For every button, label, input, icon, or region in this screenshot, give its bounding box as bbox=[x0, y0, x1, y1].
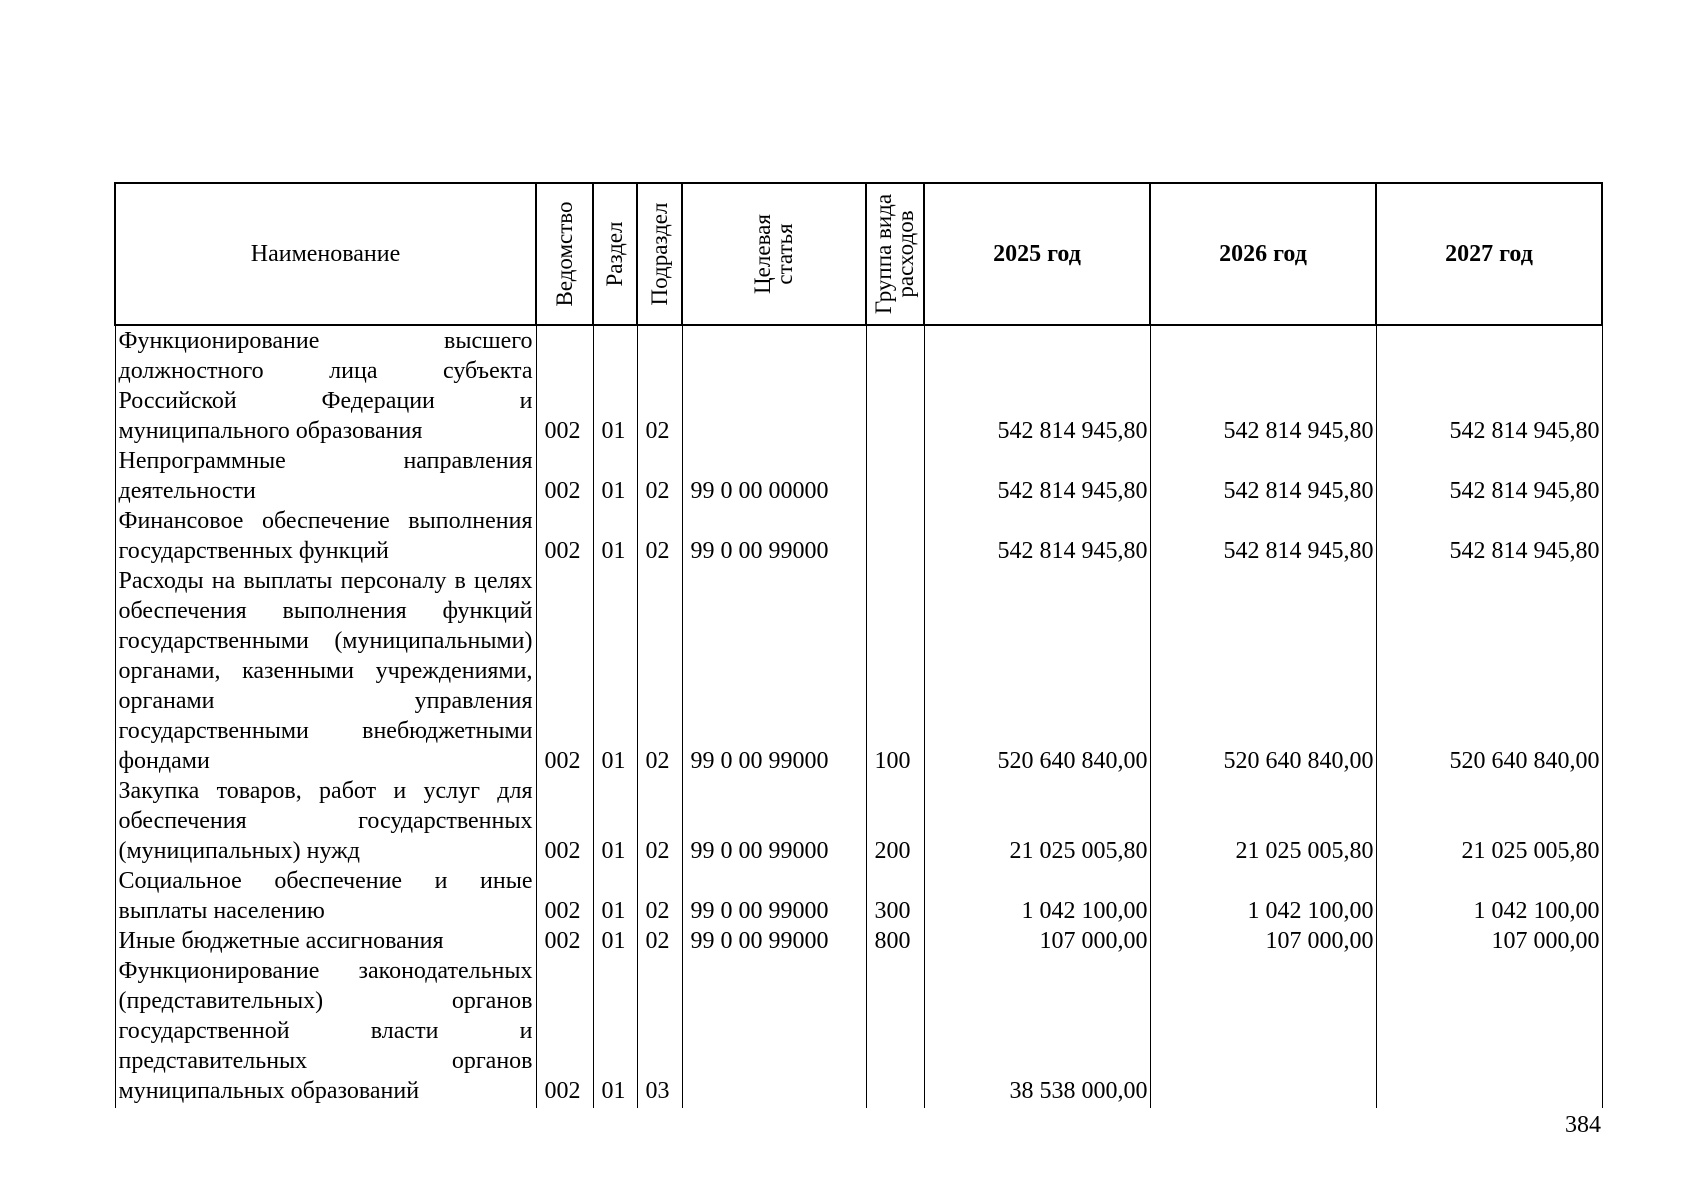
row-2026: 1 042 100,00 bbox=[1150, 866, 1376, 926]
table-row bbox=[115, 866, 1602, 926]
row-2026: 520 640 840,00 bbox=[1150, 566, 1376, 776]
row-gruppa: 200 bbox=[866, 776, 924, 866]
row-2027: 107 000,00 bbox=[1376, 926, 1602, 956]
row-name: Функционирование законодательных (представительных) органов государственной власти и представительных органов муниципальных образований bbox=[115, 956, 536, 1108]
row-razdel: 01 bbox=[593, 926, 637, 956]
row-gruppa: 300 bbox=[866, 866, 924, 926]
row-2026: 542 814 945,80 bbox=[1150, 325, 1376, 446]
header-name bbox=[115, 183, 536, 325]
row-2027: 542 814 945,80 bbox=[1376, 446, 1602, 506]
row-2025: 520 640 840,00 bbox=[924, 566, 1150, 776]
row-name: Непрограммные направления деятельности bbox=[115, 446, 536, 506]
row-vedomstvo: 002 bbox=[536, 866, 593, 926]
row-name: Функционирование высшего должностного лица субъекта Российской Федерации и муниципального образования bbox=[115, 325, 536, 446]
row-celevaya-statya bbox=[682, 956, 866, 1108]
row-podrazdel: 02 bbox=[637, 566, 682, 776]
budget-page bbox=[114, 182, 1601, 1108]
row-vedomstvo: 002 bbox=[536, 776, 593, 866]
row-podrazdel: 02 bbox=[637, 446, 682, 506]
row-name: Закупка товаров, работ и услуг для обеспечения государственных (муниципальных) нужд bbox=[115, 776, 536, 866]
table-row bbox=[115, 325, 1602, 446]
row-2027: 520 640 840,00 bbox=[1376, 566, 1602, 776]
row-razdel: 01 bbox=[593, 566, 637, 776]
table-row bbox=[115, 506, 1602, 566]
row-2027: 542 814 945,80 bbox=[1376, 506, 1602, 566]
row-vedomstvo: 002 bbox=[536, 956, 593, 1108]
row-2026: 542 814 945,80 bbox=[1150, 446, 1376, 506]
row-podrazdel: 02 bbox=[637, 866, 682, 926]
row-name: Расходы на выплаты персоналу в целях обеспечения выполнения функций государственными (муниципальными) органами, казенными учреждениями, органами управления государственными внебюджетными фондами bbox=[115, 566, 536, 776]
row-razdel: 01 bbox=[593, 446, 637, 506]
header-vedomstvo-label: Ведомство bbox=[551, 201, 577, 307]
row-celevaya-statya: 99 0 00 99000 bbox=[682, 866, 866, 926]
row-celevaya-statya: 99 0 00 00000 bbox=[682, 446, 866, 506]
row-2027 bbox=[1376, 956, 1602, 1108]
header-name-label: Наименование bbox=[250, 240, 401, 267]
row-vedomstvo: 002 bbox=[536, 446, 593, 506]
row-2027: 1 042 100,00 bbox=[1376, 866, 1602, 926]
header-podrazdel-label: Подраздел bbox=[646, 202, 672, 306]
row-podrazdel: 02 bbox=[637, 776, 682, 866]
header-year-2027 bbox=[1376, 183, 1602, 325]
row-vedomstvo: 002 bbox=[536, 325, 593, 446]
header-gruppa-vida-rashodov-label: Группа вида расходов bbox=[871, 193, 918, 315]
header-vedomstvo bbox=[536, 183, 593, 325]
row-2025: 1 042 100,00 bbox=[924, 866, 1150, 926]
row-podrazdel: 02 bbox=[637, 926, 682, 956]
row-podrazdel: 03 bbox=[637, 956, 682, 1108]
row-2026: 21 025 005,80 bbox=[1150, 776, 1376, 866]
row-podrazdel: 02 bbox=[637, 325, 682, 446]
row-gruppa: 800 bbox=[866, 926, 924, 956]
table-row bbox=[115, 926, 1602, 956]
header-year-2026 bbox=[1150, 183, 1376, 325]
header-year-2025-label: 2025 год bbox=[993, 240, 1081, 267]
row-gruppa bbox=[866, 446, 924, 506]
header-celevaya-statya-label: Целевая статья bbox=[750, 214, 797, 294]
header-row bbox=[115, 183, 1602, 325]
header-podrazdel bbox=[637, 183, 682, 325]
header-year-2027-label: 2027 год bbox=[1445, 240, 1533, 267]
header-razdel bbox=[593, 183, 637, 325]
row-gruppa bbox=[866, 506, 924, 566]
row-vedomstvo: 002 bbox=[536, 566, 593, 776]
row-gruppa: 100 bbox=[866, 566, 924, 776]
row-celevaya-statya: 99 0 00 99000 bbox=[682, 776, 866, 866]
row-vedomstvo: 002 bbox=[536, 926, 593, 956]
row-2027: 21 025 005,80 bbox=[1376, 776, 1602, 866]
row-razdel: 01 bbox=[593, 956, 637, 1108]
row-2025: 107 000,00 bbox=[924, 926, 1150, 956]
table-row bbox=[115, 776, 1602, 866]
row-vedomstvo: 002 bbox=[536, 506, 593, 566]
table-row bbox=[115, 446, 1602, 506]
row-podrazdel: 02 bbox=[637, 506, 682, 566]
header-celevaya-statya bbox=[682, 183, 866, 325]
header-gruppa-vida-rashodov bbox=[866, 183, 924, 325]
row-2025: 542 814 945,80 bbox=[924, 446, 1150, 506]
row-2026 bbox=[1150, 956, 1376, 1108]
row-razdel: 01 bbox=[593, 506, 637, 566]
row-2025: 21 025 005,80 bbox=[924, 776, 1150, 866]
row-name: Социальное обеспечение и иные выплаты населению bbox=[115, 866, 536, 926]
header-year-2025 bbox=[924, 183, 1150, 325]
row-razdel: 01 bbox=[593, 866, 637, 926]
row-celevaya-statya: 99 0 00 99000 bbox=[682, 506, 866, 566]
row-2026: 542 814 945,80 bbox=[1150, 506, 1376, 566]
table-row bbox=[115, 956, 1602, 1108]
page-number: 384 bbox=[1565, 1112, 1601, 1138]
row-name: Иные бюджетные ассигнования bbox=[115, 926, 536, 956]
row-2025: 542 814 945,80 bbox=[924, 325, 1150, 446]
header-razdel-label: Раздел bbox=[602, 221, 627, 287]
row-celevaya-statya: 99 0 00 99000 bbox=[682, 926, 866, 956]
row-gruppa bbox=[866, 956, 924, 1108]
row-2025: 38 538 000,00 bbox=[924, 956, 1150, 1108]
row-name: Финансовое обеспечение выполнения государственных функций bbox=[115, 506, 536, 566]
row-2025: 542 814 945,80 bbox=[924, 506, 1150, 566]
row-celevaya-statya: 99 0 00 99000 bbox=[682, 566, 866, 776]
row-razdel: 01 bbox=[593, 776, 637, 866]
header-year-2026-label: 2026 год bbox=[1219, 240, 1307, 267]
row-2027: 542 814 945,80 bbox=[1376, 325, 1602, 446]
budget-table bbox=[114, 182, 1603, 1108]
row-celevaya-statya bbox=[682, 325, 866, 446]
row-gruppa bbox=[866, 325, 924, 446]
row-2026: 107 000,00 bbox=[1150, 926, 1376, 956]
row-razdel: 01 bbox=[593, 325, 637, 446]
table-row bbox=[115, 566, 1602, 776]
